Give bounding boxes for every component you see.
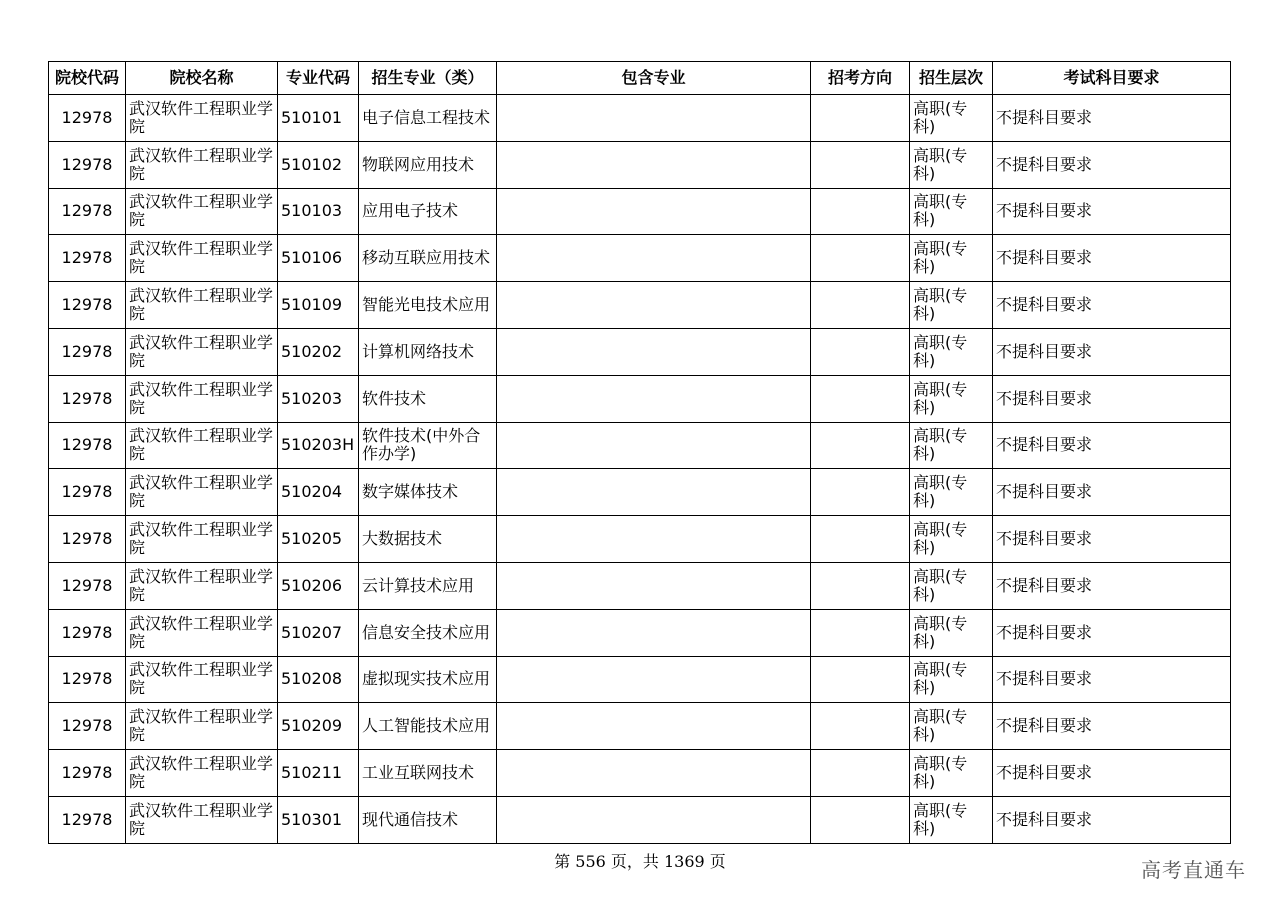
- cell-included-majors: [497, 516, 811, 563]
- cell-direction: [811, 235, 910, 282]
- cell-major-code: 510109: [278, 282, 359, 329]
- header-level: 招生层次: [910, 62, 993, 95]
- table-row: [49, 95, 1231, 142]
- cell-level: 高职(专科): [910, 562, 993, 609]
- table-row: [49, 796, 1231, 843]
- cell-major-code: 510209: [278, 703, 359, 750]
- cell-included-majors: [497, 469, 811, 516]
- cell-major-code: 510207: [278, 609, 359, 656]
- cell-major-code: 510202: [278, 328, 359, 375]
- table-row: [49, 235, 1231, 282]
- cell-major: 软件技术: [359, 375, 497, 422]
- table-row: [49, 282, 1231, 329]
- cell-major: 大数据技术: [359, 516, 497, 563]
- cell-direction: [811, 703, 910, 750]
- cell-included-majors: [497, 141, 811, 188]
- watermark-text: 高考直通车: [1141, 858, 1246, 882]
- cell-major: 现代通信技术: [359, 796, 497, 843]
- cell-major-code: 510205: [278, 516, 359, 563]
- cell-direction: [811, 516, 910, 563]
- cell-school-code: 12978: [49, 703, 126, 750]
- cell-exam-requirement: 不提科目要求: [993, 516, 1231, 563]
- cell-included-majors: [497, 750, 811, 797]
- page-number: 第 556 页，共 1369 页: [554, 852, 726, 871]
- cell-school-code: 12978: [49, 796, 126, 843]
- cell-exam-requirement: 不提科目要求: [993, 141, 1231, 188]
- cell-direction: [811, 562, 910, 609]
- table-row: [49, 188, 1231, 235]
- cell-level: 高职(专科): [910, 656, 993, 703]
- cell-exam-requirement: 不提科目要求: [993, 750, 1231, 797]
- cell-direction: [811, 375, 910, 422]
- cell-level: 高职(专科): [910, 375, 993, 422]
- cell-direction: [811, 469, 910, 516]
- cell-major: 数字媒体技术: [359, 469, 497, 516]
- cell-school-name: 武汉软件工程职业学院: [126, 469, 278, 516]
- cell-exam-requirement: 不提科目要求: [993, 328, 1231, 375]
- cell-exam-requirement: 不提科目要求: [993, 609, 1231, 656]
- table-header: [49, 62, 1231, 95]
- cell-exam-requirement: 不提科目要求: [993, 95, 1231, 142]
- cell-school-code: 12978: [49, 422, 126, 469]
- cell-included-majors: [497, 188, 811, 235]
- cell-exam-requirement: 不提科目要求: [993, 562, 1231, 609]
- cell-major: 软件技术(中外合作办学): [359, 422, 497, 469]
- table-row: [49, 141, 1231, 188]
- cell-exam-requirement: 不提科目要求: [993, 469, 1231, 516]
- header-major-code: 专业代码: [278, 62, 359, 95]
- cell-school-name: 武汉软件工程职业学院: [126, 282, 278, 329]
- table-row: [49, 516, 1231, 563]
- cell-school-name: 武汉软件工程职业学院: [126, 422, 278, 469]
- cell-major: 信息安全技术应用: [359, 609, 497, 656]
- cell-school-code: 12978: [49, 562, 126, 609]
- cell-school-code: 12978: [49, 750, 126, 797]
- cell-school-name: 武汉软件工程职业学院: [126, 562, 278, 609]
- cell-level: 高职(专科): [910, 703, 993, 750]
- cell-level: 高职(专科): [910, 141, 993, 188]
- cell-major: 物联网应用技术: [359, 141, 497, 188]
- cell-major-code: 510101: [278, 95, 359, 142]
- cell-major: 电子信息工程技术: [359, 95, 497, 142]
- cell-major: 人工智能技术应用: [359, 703, 497, 750]
- cell-included-majors: [497, 656, 811, 703]
- cell-major-code: 510204: [278, 469, 359, 516]
- table-row: [49, 656, 1231, 703]
- cell-major-code: 510208: [278, 656, 359, 703]
- cell-school-code: 12978: [49, 609, 126, 656]
- header-school-name: 院校名称: [126, 62, 278, 95]
- cell-exam-requirement: 不提科目要求: [993, 796, 1231, 843]
- cell-major-code: 510301: [278, 796, 359, 843]
- header-exam-requirement: 考试科目要求: [993, 62, 1231, 95]
- cell-school-code: 12978: [49, 141, 126, 188]
- cell-included-majors: [497, 422, 811, 469]
- cell-direction: [811, 656, 910, 703]
- cell-major: 虚拟现实技术应用: [359, 656, 497, 703]
- cell-direction: [811, 188, 910, 235]
- cell-level: 高职(专科): [910, 469, 993, 516]
- table-row: [49, 328, 1231, 375]
- cell-school-name: 武汉软件工程职业学院: [126, 609, 278, 656]
- table-row: [49, 703, 1231, 750]
- cell-major: 云计算技术应用: [359, 562, 497, 609]
- cell-direction: [811, 609, 910, 656]
- header-direction: 招考方向: [811, 62, 910, 95]
- cell-included-majors: [497, 562, 811, 609]
- cell-exam-requirement: 不提科目要求: [993, 422, 1231, 469]
- cell-school-code: 12978: [49, 188, 126, 235]
- table-body: [49, 95, 1231, 844]
- cell-exam-requirement: 不提科目要求: [993, 375, 1231, 422]
- cell-exam-requirement: 不提科目要求: [993, 656, 1231, 703]
- cell-school-name: 武汉软件工程职业学院: [126, 516, 278, 563]
- cell-level: 高职(专科): [910, 422, 993, 469]
- cell-level: 高职(专科): [910, 609, 993, 656]
- admission-table: [48, 61, 1231, 844]
- cell-major: 移动互联应用技术: [359, 235, 497, 282]
- cell-major-code: 510103: [278, 188, 359, 235]
- cell-school-name: 武汉软件工程职业学院: [126, 656, 278, 703]
- cell-level: 高职(专科): [910, 328, 993, 375]
- cell-school-code: 12978: [49, 95, 126, 142]
- cell-school-name: 武汉软件工程职业学院: [126, 141, 278, 188]
- cell-direction: [811, 328, 910, 375]
- cell-level: 高职(专科): [910, 282, 993, 329]
- cell-exam-requirement: 不提科目要求: [993, 282, 1231, 329]
- cell-school-name: 武汉软件工程职业学院: [126, 375, 278, 422]
- cell-school-code: 12978: [49, 282, 126, 329]
- cell-school-code: 12978: [49, 656, 126, 703]
- cell-direction: [811, 796, 910, 843]
- cell-level: 高职(专科): [910, 188, 993, 235]
- cell-level: 高职(专科): [910, 750, 993, 797]
- header-row: [49, 62, 1231, 95]
- cell-major: 计算机网络技术: [359, 328, 497, 375]
- cell-exam-requirement: 不提科目要求: [993, 188, 1231, 235]
- cell-school-code: 12978: [49, 469, 126, 516]
- cell-major-code: 510102: [278, 141, 359, 188]
- cell-major-code: 510106: [278, 235, 359, 282]
- cell-level: 高职(专科): [910, 235, 993, 282]
- cell-included-majors: [497, 609, 811, 656]
- cell-school-code: 12978: [49, 375, 126, 422]
- cell-school-name: 武汉软件工程职业学院: [126, 188, 278, 235]
- cell-direction: [811, 141, 910, 188]
- cell-major-code: 510206: [278, 562, 359, 609]
- cell-major-code: 510211: [278, 750, 359, 797]
- cell-included-majors: [497, 235, 811, 282]
- cell-direction: [811, 95, 910, 142]
- cell-major: 智能光电技术应用: [359, 282, 497, 329]
- table-row: [49, 609, 1231, 656]
- cell-direction: [811, 750, 910, 797]
- table-row: [49, 562, 1231, 609]
- table-row: [49, 750, 1231, 797]
- cell-school-name: 武汉软件工程职业学院: [126, 750, 278, 797]
- table-row: [49, 375, 1231, 422]
- header-school-code: 院校代码: [49, 62, 126, 95]
- cell-school-code: 12978: [49, 235, 126, 282]
- cell-school-name: 武汉软件工程职业学院: [126, 328, 278, 375]
- cell-major-code: 510203H: [278, 422, 359, 469]
- header-included-majors: 包含专业: [497, 62, 811, 95]
- cell-level: 高职(专科): [910, 796, 993, 843]
- cell-included-majors: [497, 328, 811, 375]
- header-major: 招生专业（类）: [359, 62, 497, 95]
- cell-school-name: 武汉软件工程职业学院: [126, 703, 278, 750]
- cell-school-name: 武汉软件工程职业学院: [126, 796, 278, 843]
- cell-school-code: 12978: [49, 328, 126, 375]
- cell-included-majors: [497, 95, 811, 142]
- cell-exam-requirement: 不提科目要求: [993, 235, 1231, 282]
- cell-level: 高职(专科): [910, 516, 993, 563]
- cell-school-name: 武汉软件工程职业学院: [126, 235, 278, 282]
- table-row: [49, 469, 1231, 516]
- cell-major: 应用电子技术: [359, 188, 497, 235]
- cell-direction: [811, 282, 910, 329]
- cell-direction: [811, 422, 910, 469]
- cell-exam-requirement: 不提科目要求: [993, 703, 1231, 750]
- cell-included-majors: [497, 703, 811, 750]
- cell-included-majors: [497, 796, 811, 843]
- table-row: [49, 422, 1231, 469]
- cell-major: 工业互联网技术: [359, 750, 497, 797]
- cell-school-name: 武汉软件工程职业学院: [126, 95, 278, 142]
- cell-major-code: 510203: [278, 375, 359, 422]
- cell-school-code: 12978: [49, 516, 126, 563]
- cell-included-majors: [497, 375, 811, 422]
- cell-included-majors: [497, 282, 811, 329]
- cell-level: 高职(专科): [910, 95, 993, 142]
